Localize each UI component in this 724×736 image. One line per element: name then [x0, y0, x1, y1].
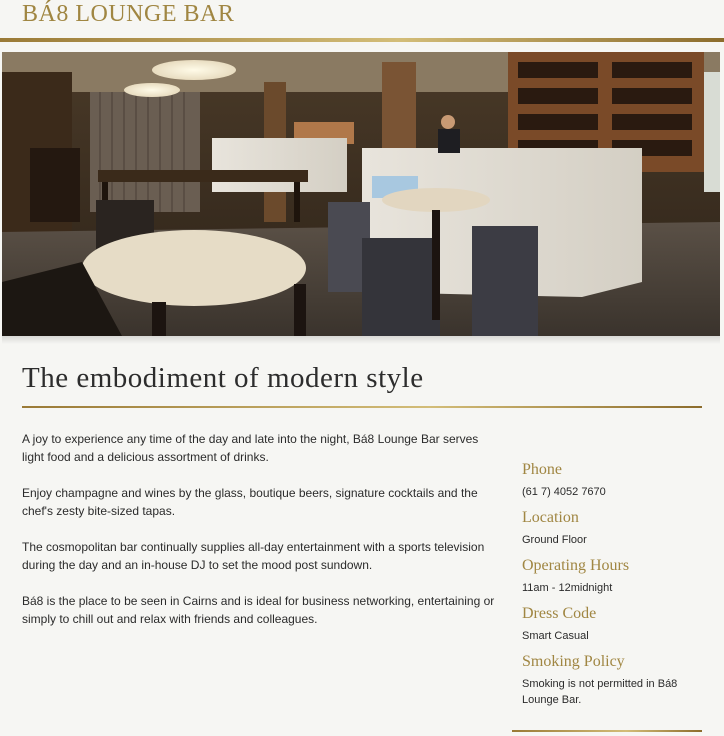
info-location	[522, 508, 702, 548]
paragraph: The cosmopolitan bar continually supplies all-day entertainment with a sports television during the day and an in-house DJ to set the mood post sundown.	[22, 540, 485, 572]
info-smoking-policy	[522, 652, 702, 708]
hero-photo	[2, 52, 720, 336]
info-operating-hours	[522, 556, 702, 596]
info-label: Dress Code	[522, 605, 597, 622]
info-label: Phone	[522, 461, 562, 478]
page-headline: The embodiment of modern style	[22, 362, 424, 394]
hero-shadow	[2, 336, 720, 344]
site-title: BÁ8 LOUNGE BAR	[22, 1, 235, 27]
info-label: Location	[522, 509, 579, 526]
venue-info-sidebar	[522, 460, 702, 716]
headline-divider	[22, 406, 702, 408]
location-value: Ground Floor	[522, 534, 587, 546]
info-label: Smoking Policy	[522, 653, 625, 670]
info-label: Operating Hours	[522, 557, 630, 574]
sidebar-divider	[512, 730, 702, 732]
info-phone	[522, 460, 702, 500]
header-divider	[0, 38, 724, 42]
lounge-bar-photo	[2, 52, 720, 336]
dress-code-value: Smart Casual	[522, 630, 589, 642]
paragraph: Enjoy champagne and wines by the glass, boutique beers, signature cocktails and the chef's zesty bite-sized tapas.	[22, 486, 478, 518]
intro-text	[22, 430, 502, 646]
phone-number: (61 7) 4052 7670	[522, 486, 606, 498]
smoking-policy-value: Smoking is not permitted in Bá8 Lounge Bar.	[522, 678, 678, 706]
paragraph: Bá8 is the place to be seen in Cairns and is ideal for business networking, entertaining or simply to chill out and relax with friends and colleagues.	[22, 594, 495, 626]
info-dress-code	[522, 604, 702, 644]
hours-value: 11am - 12midnight	[522, 582, 613, 594]
paragraph: A joy to experience any time of the day and late into the night, Bá8 Lounge Bar serves light food and a delicious assortment of drinks.	[22, 432, 479, 464]
